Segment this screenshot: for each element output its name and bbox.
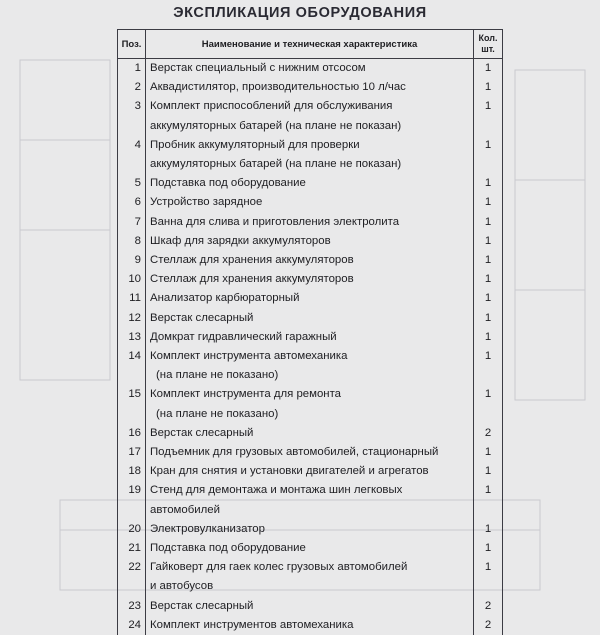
table-row: [118, 193, 503, 212]
row-name: [146, 136, 474, 174]
row-name: [146, 481, 474, 519]
row-name: [146, 232, 474, 251]
column-header-qty: [474, 30, 503, 59]
row-name: [146, 251, 474, 270]
row-position: 21: [118, 539, 146, 558]
row-quantity: 1: [474, 232, 503, 251]
row-name: [146, 443, 474, 462]
row-quantity: 1: [474, 443, 503, 462]
table-row: [118, 616, 503, 635]
row-name-line: Комплект приспособлений для обслуживания: [150, 97, 473, 116]
table-row: [118, 539, 503, 558]
row-name-line: Стеллаж для хранения аккумуляторов: [150, 251, 473, 270]
row-name: [146, 424, 474, 443]
row-name-line: Стенд для демонтажа и монтажа шин легковых: [150, 481, 473, 500]
row-quantity: 1: [474, 462, 503, 481]
row-position: 16: [118, 424, 146, 443]
row-name: [146, 270, 474, 289]
row-quantity: 1: [474, 558, 503, 596]
table-row: [118, 213, 503, 232]
row-position: 5: [118, 174, 146, 193]
table-row: [118, 174, 503, 193]
row-quantity: 1: [474, 59, 503, 79]
column-header-name: Наименование и техническая характеристика: [146, 30, 474, 59]
row-name: [146, 289, 474, 308]
table-row: [118, 520, 503, 539]
row-name-line: Подставка под оборудование: [150, 539, 473, 558]
row-name: [146, 328, 474, 347]
row-name: [146, 347, 474, 385]
row-position: 9: [118, 251, 146, 270]
row-position: 15: [118, 385, 146, 423]
row-position: 14: [118, 347, 146, 385]
table-row: [118, 424, 503, 443]
row-position: 8: [118, 232, 146, 251]
row-name-line: Кран для снятия и установки двигателей и агрегатов: [150, 462, 473, 481]
column-header-qty-line1: Кол.: [479, 33, 498, 43]
table-body: [118, 59, 503, 635]
row-position: 24: [118, 616, 146, 635]
row-name-line: (на плане не показано): [150, 405, 473, 424]
row-name: [146, 193, 474, 212]
row-name: [146, 309, 474, 328]
row-position: 6: [118, 193, 146, 212]
row-quantity: 1: [474, 270, 503, 289]
row-name: [146, 520, 474, 539]
row-position: 4: [118, 136, 146, 174]
row-name-line: Стеллаж для хранения аккумуляторов: [150, 270, 473, 289]
row-quantity: 1: [474, 520, 503, 539]
row-quantity: 1: [474, 193, 503, 212]
row-position: 17: [118, 443, 146, 462]
row-position: 2: [118, 78, 146, 97]
row-quantity: 2: [474, 616, 503, 635]
table-row: [118, 309, 503, 328]
row-name-line: Комплект инструмента для ремонта: [150, 385, 473, 404]
table-row: [118, 78, 503, 97]
column-header-qty-line2: шт.: [481, 44, 495, 54]
row-quantity: 1: [474, 78, 503, 97]
row-name-line: Электровулканизатор: [150, 520, 473, 539]
row-position: 19: [118, 481, 146, 519]
row-name-line: и автобусов: [150, 577, 473, 596]
row-name: [146, 97, 474, 135]
page-title: ЭКСПЛИКАЦИЯ ОБОРУДОВАНИЯ: [0, 5, 600, 21]
table-header-row: [118, 30, 503, 59]
row-name: [146, 462, 474, 481]
row-position: 1: [118, 59, 146, 79]
row-position: 12: [118, 309, 146, 328]
row-name-line: Верстак слесарный: [150, 309, 473, 328]
row-position: 3: [118, 97, 146, 135]
table-row: [118, 328, 503, 347]
row-name-line: Аквадистилятор, производительностью 10 л/час: [150, 78, 473, 97]
row-name-line: Верстак специальный с нижним отсосом: [150, 59, 473, 78]
row-position: 22: [118, 558, 146, 596]
row-name: [146, 174, 474, 193]
row-quantity: 1: [474, 328, 503, 347]
row-quantity: 1: [474, 347, 503, 385]
table-row: [118, 232, 503, 251]
row-position: 10: [118, 270, 146, 289]
column-header-pos: Поз.: [118, 30, 146, 59]
row-name-line: Комплект инструментов автомеханика: [150, 616, 473, 635]
row-quantity: 1: [474, 289, 503, 308]
table-row: [118, 59, 503, 79]
row-quantity: 1: [474, 481, 503, 519]
row-name: [146, 78, 474, 97]
row-name-line: Верстак слесарный: [150, 597, 473, 616]
row-quantity: 1: [474, 539, 503, 558]
row-name-line: аккумуляторных батарей (на плане не показан): [150, 117, 473, 136]
row-name-line: Ванна для слива и приготовления электролита: [150, 213, 473, 232]
row-quantity: 1: [474, 251, 503, 270]
table-row: [118, 136, 503, 174]
row-name-line: Гайковерт для гаек колес грузовых автомобилей: [150, 558, 473, 577]
row-position: 13: [118, 328, 146, 347]
row-name-line: автомобилей: [150, 501, 473, 520]
row-name: [146, 539, 474, 558]
table-row: [118, 462, 503, 481]
row-quantity: 1: [474, 136, 503, 174]
table-row: [118, 289, 503, 308]
table-row: [118, 251, 503, 270]
row-name-line: аккумуляторных батарей (на плане не показан): [150, 155, 473, 174]
row-name: [146, 616, 474, 635]
table-row: [118, 270, 503, 289]
row-name-line: Анализатор карбюраторный: [150, 289, 473, 308]
row-name: [146, 385, 474, 423]
row-quantity: 2: [474, 424, 503, 443]
row-quantity: 1: [474, 213, 503, 232]
row-name: [146, 213, 474, 232]
row-name: [146, 558, 474, 596]
row-name-line: Подставка под оборудование: [150, 174, 473, 193]
table-row: [118, 347, 503, 385]
row-quantity: 2: [474, 597, 503, 616]
row-position: 20: [118, 520, 146, 539]
row-quantity: 1: [474, 174, 503, 193]
row-name-line: Устройство зарядное: [150, 193, 473, 212]
row-name-line: Подъемник для грузовых автомобилей, стационарный: [150, 443, 473, 462]
table-row: [118, 443, 503, 462]
row-name-line: Комплект инструмента автомеханика: [150, 347, 473, 366]
row-position: 18: [118, 462, 146, 481]
row-quantity: 1: [474, 385, 503, 423]
row-name: [146, 59, 474, 79]
row-name-line: Пробник аккумуляторный для проверки: [150, 136, 473, 155]
row-position: 11: [118, 289, 146, 308]
row-name-line: Верстак слесарный: [150, 424, 473, 443]
table-row: [118, 558, 503, 596]
row-position: 7: [118, 213, 146, 232]
row-quantity: 1: [474, 97, 503, 135]
row-name-line: Шкаф для зарядки аккумуляторов: [150, 232, 473, 251]
row-name-line: Домкрат гидравлический гаражный: [150, 328, 473, 347]
table-row: [118, 97, 503, 135]
equipment-table: [117, 29, 503, 635]
row-quantity: 1: [474, 309, 503, 328]
row-position: 23: [118, 597, 146, 616]
table-row: [118, 481, 503, 519]
row-name-line: (на плане не показано): [150, 366, 473, 385]
table-row: [118, 385, 503, 423]
